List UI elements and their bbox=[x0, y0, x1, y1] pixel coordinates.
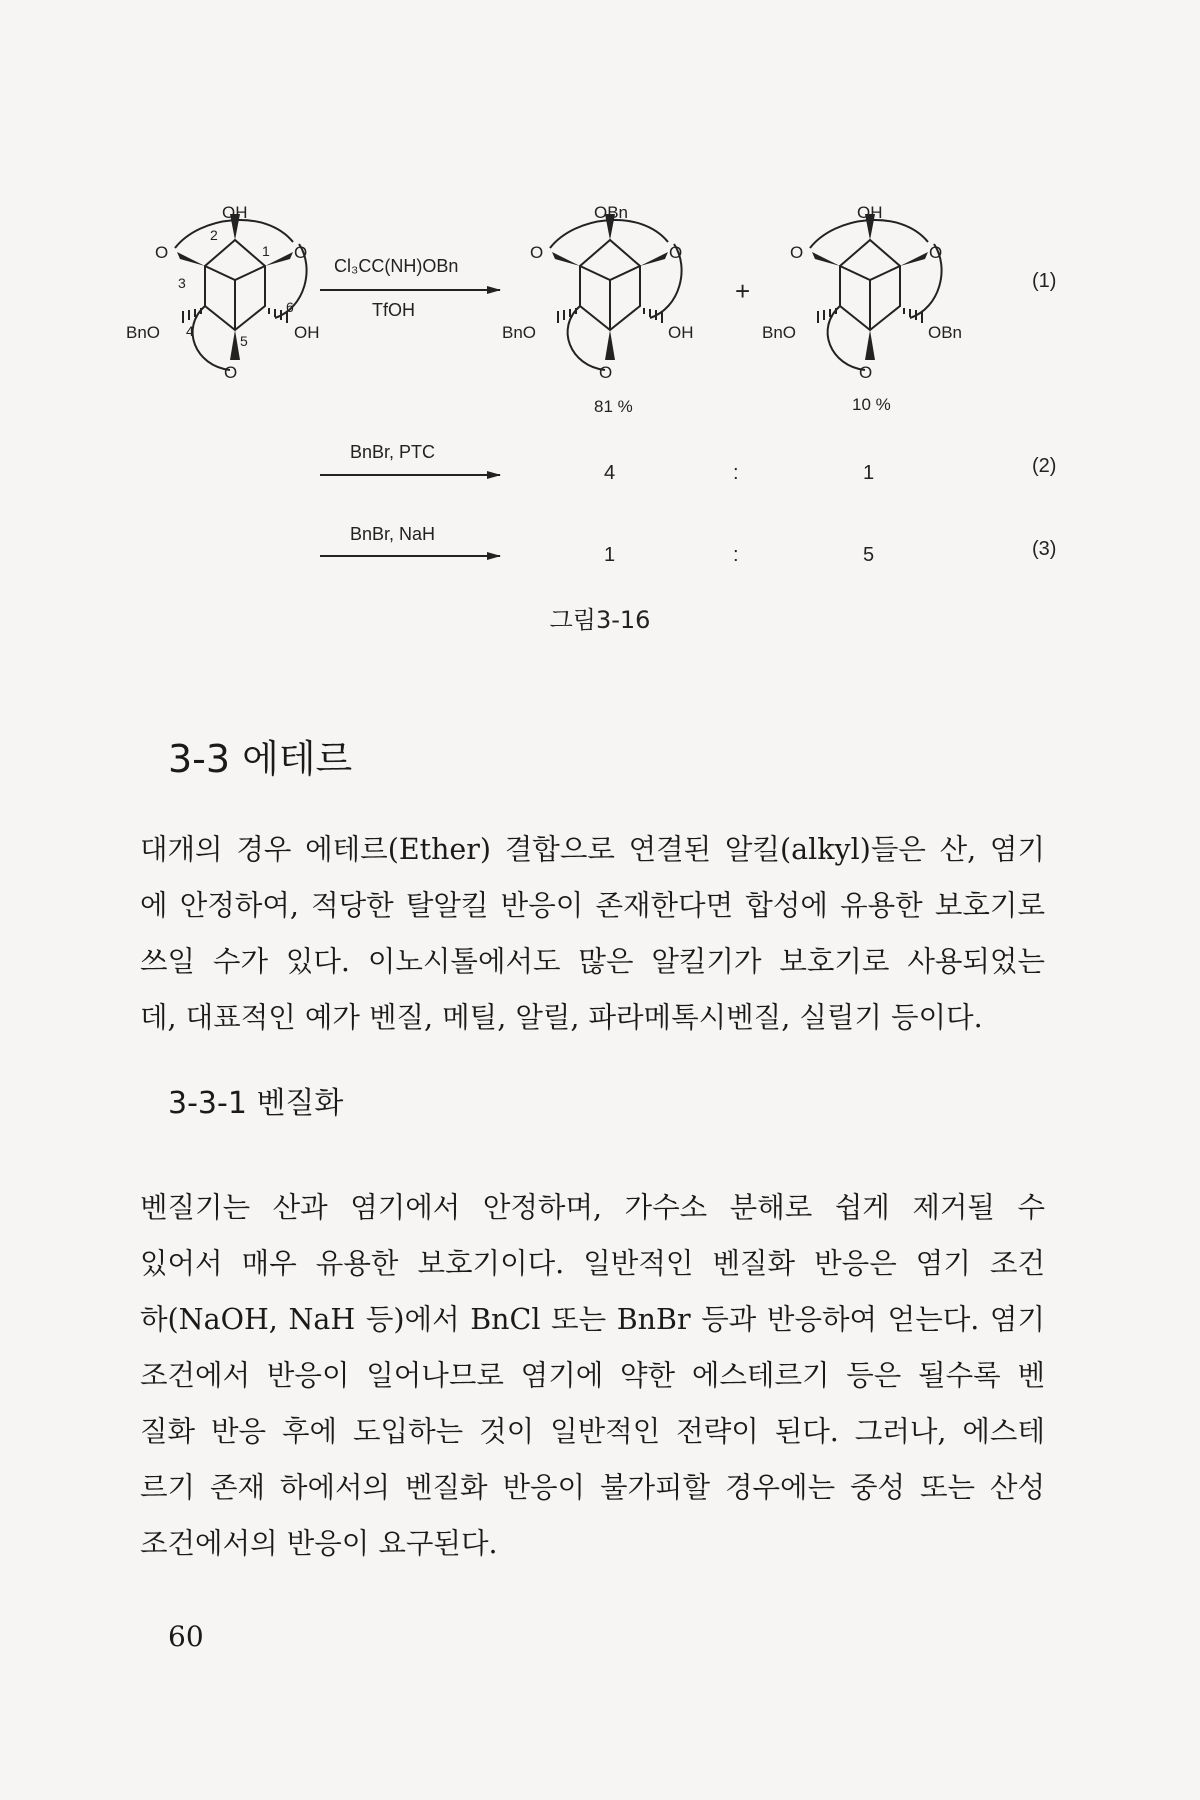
reaction-scheme bbox=[0, 0, 1200, 640]
paragraph-2-line: 르기 존재 하에서의 벤질화 반응이 불가피할 경우에는 중성 또는 산성 bbox=[140, 1471, 1045, 1504]
p2-obn-right: OBn bbox=[928, 323, 963, 342]
start-o-bottom: O bbox=[224, 363, 238, 382]
paragraph-1-line: 쓰일 수가 있다. 이노시톨에서도 많은 알킬기가 보호기로 사용되었는 bbox=[140, 945, 1045, 978]
scheme-drawing bbox=[0, 0, 1200, 640]
ratio-3-b: 5 bbox=[863, 544, 875, 566]
p2-o-left: O bbox=[790, 243, 804, 262]
p1-obn-top: OBn bbox=[594, 203, 629, 222]
p2-o-right: O bbox=[929, 243, 943, 262]
p2-o-bottom: O bbox=[859, 363, 873, 382]
paragraph-2-line: 조건에서의 반응이 요구된다. bbox=[140, 1527, 498, 1560]
p2-oh-top: OH bbox=[857, 203, 883, 222]
reagent-tfoh: TfOH bbox=[372, 300, 415, 320]
ratio-2-a: 4 bbox=[604, 462, 616, 484]
subsection-title: 3-3-1 벤질화 bbox=[168, 1086, 344, 1121]
reagent-bnbr-ptc: BnBr, PTC bbox=[350, 442, 436, 462]
reagent-bnbr-nah: BnBr, NaH bbox=[350, 524, 436, 544]
page-number: 60 bbox=[168, 1620, 204, 1653]
section-title: 3-3 에테르 bbox=[168, 737, 353, 781]
p1-bno-left: BnO bbox=[502, 323, 537, 342]
start-o-right: O bbox=[294, 243, 308, 262]
plus-sign: + bbox=[735, 276, 751, 306]
product2-skeleton bbox=[810, 214, 942, 370]
ratio-3-colon: : bbox=[733, 544, 739, 566]
p2-bno-left: BnO bbox=[762, 323, 797, 342]
reagent-cl3cc: Cl₃CC(NH)OBn bbox=[334, 256, 459, 276]
paragraph-1-line: 에 안정하여, 적당한 탈알킬 반응이 존재한다면 합성에 유용한 보호기로 bbox=[140, 889, 1045, 922]
paragraph-1 bbox=[140, 822, 1045, 1046]
paragraph-2-line: 벤질기는 산과 염기에서 안정하며, 가수소 분해로 쉽게 제거될 수 bbox=[140, 1191, 1045, 1224]
p1-o-left: O bbox=[530, 243, 544, 262]
start-num-4: 4 bbox=[186, 323, 194, 339]
p1-oh-right: OH bbox=[668, 323, 694, 342]
start-num-5: 5 bbox=[240, 333, 248, 349]
eq-number-3: (3) bbox=[1032, 538, 1057, 560]
paragraph-2-line: 조건에서 반응이 일어나므로 염기에 약한 에스테르기 등은 될수록 벤 bbox=[140, 1359, 1045, 1392]
paragraph-2-line: 있어서 매우 유용한 보호기이다. 일반적인 벤질화 반응은 염기 조건 bbox=[140, 1247, 1045, 1280]
paragraph-1-line: 대개의 경우 에테르(Ether) 결합으로 연결된 알킬(alkyl)들은 산, 염기 bbox=[140, 833, 1045, 866]
paragraph-2 bbox=[140, 1180, 1045, 1572]
start-oh-right: OH bbox=[294, 323, 320, 342]
ratio-3-a: 1 bbox=[604, 544, 616, 566]
p1-o-bottom: O bbox=[599, 363, 613, 382]
start-oh-top: OH bbox=[222, 203, 248, 222]
eq-number-1: (1) bbox=[1032, 270, 1057, 292]
figure-caption: 그림3-16 bbox=[549, 606, 651, 634]
paragraph-1-line: 데, 대표적인 예가 벤질, 메틸, 알릴, 파라메톡시벤질, 실릴기 등이다. bbox=[140, 1001, 983, 1034]
start-num-3: 3 bbox=[178, 275, 186, 291]
p1-o-right: O bbox=[669, 243, 683, 262]
start-bno: BnO bbox=[126, 323, 161, 342]
yield-product2: 10 % bbox=[852, 395, 891, 414]
start-o-left: O bbox=[155, 243, 169, 262]
start-num-6: 6 bbox=[286, 299, 294, 315]
yield-product1: 81 % bbox=[594, 397, 633, 416]
start-num-1: 1 bbox=[262, 243, 270, 259]
eq-number-2: (2) bbox=[1032, 455, 1057, 477]
ratio-2-b: 1 bbox=[863, 462, 875, 484]
paragraph-2-line: 하(NaOH, NaH 등)에서 BnCl 또는 BnBr 등과 반응하여 얻는다. 염기 bbox=[140, 1303, 1045, 1336]
product1-skeleton bbox=[550, 214, 682, 370]
start-num-2: 2 bbox=[210, 227, 218, 243]
ratio-2-colon: : bbox=[733, 462, 739, 484]
paragraph-2-line: 질화 반응 후에 도입하는 것이 일반적인 전략이 된다. 그러나, 에스테 bbox=[140, 1415, 1045, 1448]
